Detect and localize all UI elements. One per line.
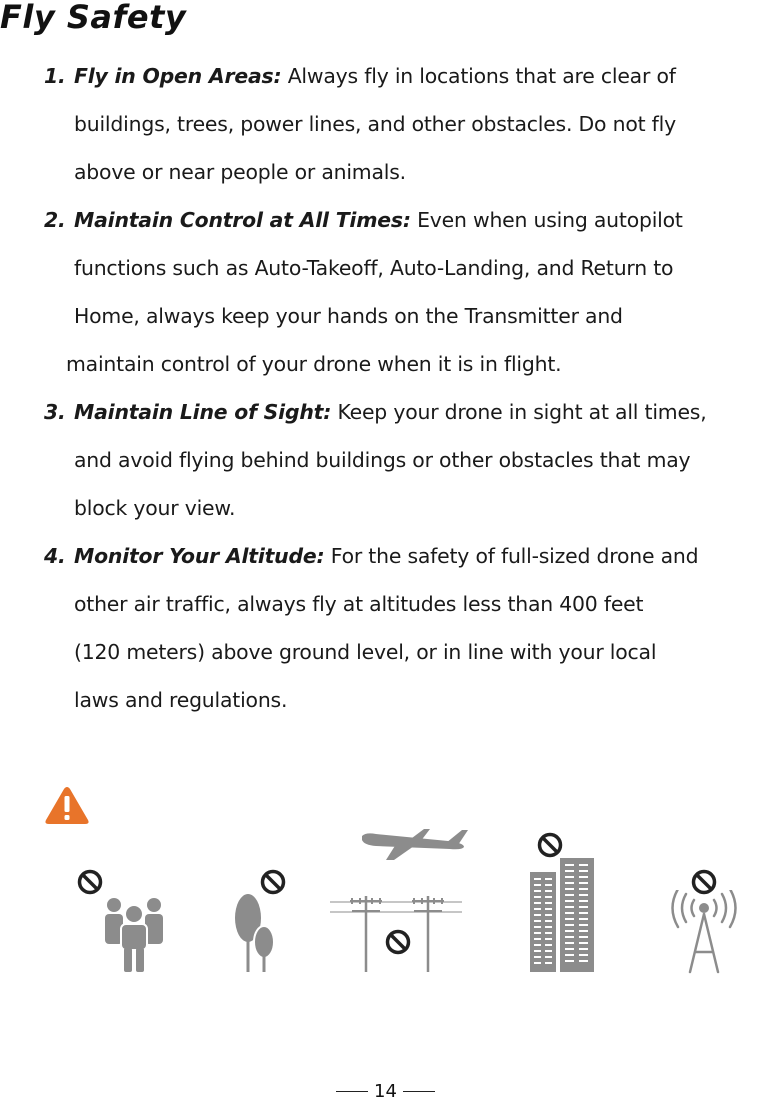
item-line: buildings, trees, power lines, and other obstacles. Do not fly bbox=[74, 112, 676, 136]
item-heading: Maintain Line of Sight: bbox=[74, 400, 332, 424]
item-heading: Maintain Control at All Times: bbox=[74, 208, 411, 232]
page-number-text: 14 bbox=[374, 1081, 397, 1102]
item-line bbox=[74, 52, 769, 100]
no-symbol-icon bbox=[77, 869, 103, 895]
item-line bbox=[74, 532, 769, 580]
item-text: For the safety of full-sized drone and bbox=[324, 544, 699, 568]
list-item bbox=[44, 388, 769, 532]
page-title: Fly Safety bbox=[0, 0, 187, 36]
people-icon bbox=[100, 892, 168, 972]
item-line: block your view. bbox=[74, 496, 236, 520]
airplane-icon bbox=[358, 826, 470, 862]
item-text: Even when using autopilot bbox=[410, 208, 683, 232]
no-symbol-icon bbox=[691, 869, 717, 895]
item-line: (120 meters) above ground level, or in line with your local bbox=[74, 640, 657, 664]
item-line: other air traffic, always fly at altitudes less than 400 feet bbox=[74, 592, 644, 616]
item-line: maintain control of your drone when it is in flight. bbox=[66, 352, 562, 376]
safety-list bbox=[44, 52, 769, 724]
no-symbol-icon bbox=[385, 929, 411, 955]
item-heading: Monitor Your Altitude: bbox=[74, 544, 325, 568]
trees-icon bbox=[232, 892, 278, 974]
no-symbol-icon bbox=[260, 869, 286, 895]
item-text: Always fly in locations that are clear of bbox=[281, 64, 676, 88]
list-item bbox=[44, 196, 769, 388]
page-number bbox=[0, 1076, 771, 1102]
no-symbol-icon bbox=[537, 832, 563, 858]
warning-icon bbox=[44, 786, 90, 826]
item-number: 1. bbox=[44, 64, 66, 88]
item-number: 2. bbox=[44, 208, 66, 232]
item-line bbox=[74, 388, 769, 436]
item-line bbox=[74, 196, 769, 244]
item-heading: Fly in Open Areas: bbox=[74, 64, 282, 88]
item-line: above or near people or animals. bbox=[74, 160, 406, 184]
item-line: functions such as Auto-Takeoff, Auto-Landing, and Return to bbox=[74, 256, 674, 280]
item-line: and avoid flying behind buildings or other obstacles that may bbox=[74, 448, 691, 472]
item-text: Keep your drone in sight at all times, bbox=[331, 400, 707, 424]
item-number: 4. bbox=[44, 544, 66, 568]
item-number: 3. bbox=[44, 400, 66, 424]
divider bbox=[336, 1091, 368, 1092]
item-line: Home, always keep your hands on the Transmitter and bbox=[74, 304, 623, 328]
buildings-icon bbox=[528, 856, 596, 972]
item-line: laws and regulations. bbox=[74, 688, 288, 712]
radio-tower-icon bbox=[664, 890, 744, 974]
list-item bbox=[44, 52, 769, 196]
divider bbox=[403, 1091, 435, 1092]
list-item bbox=[44, 532, 769, 724]
